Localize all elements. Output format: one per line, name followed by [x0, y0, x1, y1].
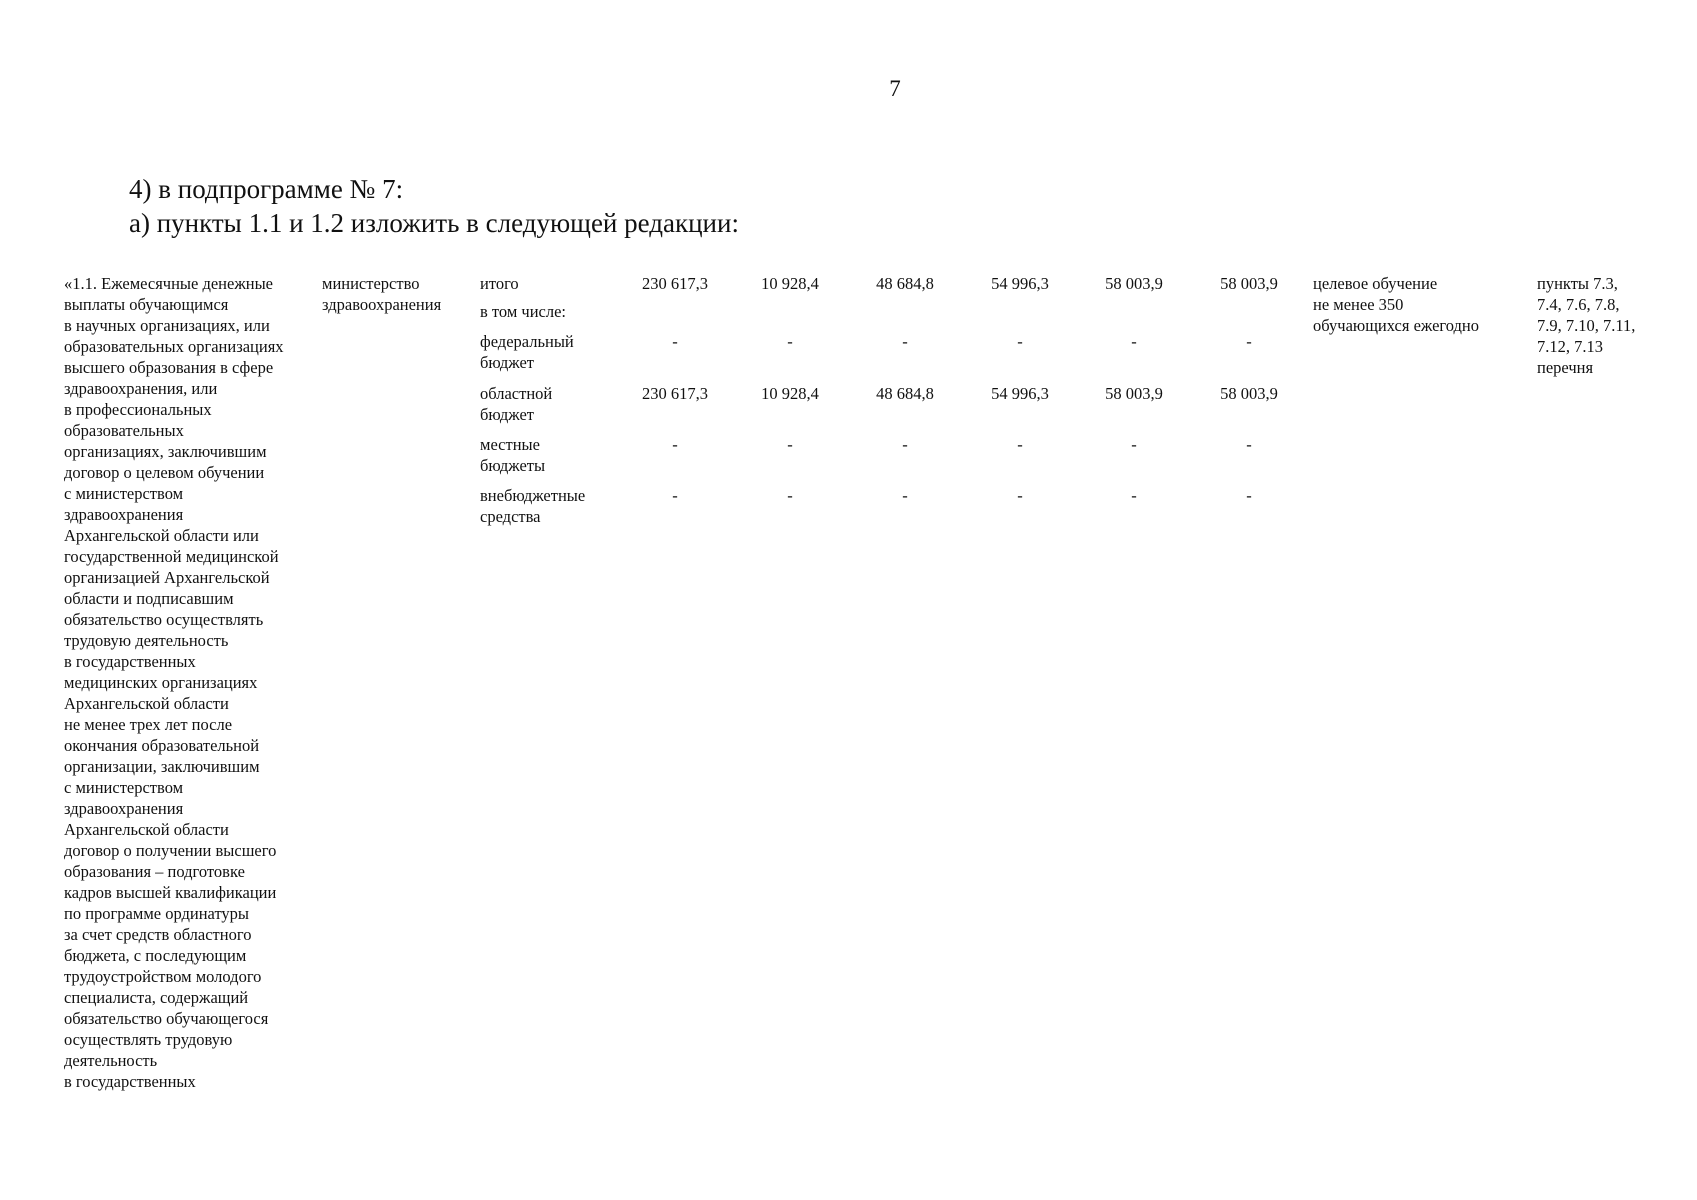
result-cell: целевое обучение не менее 350 обучающихся ежегодно [1313, 274, 1479, 335]
measure-description-cell: «1.1. Ежемесячные денежные выплаты обучающимся в научных организациях, или образовательных организациях высшего образования в сфере здравоохранения, или в профессиональных образовательных организациях, заключившим договор о целевом обучении с министерством здравоохранения Архангельской области или государственной медицинской организацией Архангельской области и подписавшим обязательство осуществлять трудовую деятельность в государственных медицинских организациях Архангельской области не менее трех лет после окончания образовательной организации, заключившим с министерством здравоохранения Архангельской области договор о получении высшего образования – подготовке кадров высшей квалификации по программе ординатуры за счет средств областного бюджета, с последующим трудоустройством молодого специалиста, содержащий обязательство обучающегося осуществлять трудовую деятельность в государственных [64, 274, 284, 1091]
funding-value-cell: 10 928,4 [761, 274, 819, 293]
funding-value-cell: - [672, 332, 678, 351]
funding-value-cell: 58 003,9 [1220, 384, 1278, 403]
funding-source-label: федеральный бюджет [480, 332, 574, 372]
funding-value-cell: - [1017, 486, 1023, 505]
funding-source-label: итого [480, 274, 519, 293]
funding-value-cell: - [902, 486, 908, 505]
funding-value-cell: 58 003,9 [1105, 274, 1163, 293]
funding-value-cell: 230 617,3 [642, 274, 708, 293]
page-number: 7 [889, 76, 901, 101]
funding-value-cell: 10 928,4 [761, 384, 819, 403]
funding-source-label: областной бюджет [480, 384, 553, 424]
funding-value-cell: - [1131, 435, 1137, 454]
funding-value-cell: - [1017, 332, 1023, 351]
funding-value-cell: - [1246, 435, 1252, 454]
funding-value-cell: 58 003,9 [1220, 274, 1278, 293]
funding-value-cell: 48 684,8 [876, 274, 934, 293]
section-subheading: а) пункты 1.1 и 1.2 изложить в следующей редакции: [129, 208, 739, 238]
funding-value-cell: - [1131, 486, 1137, 505]
funding-value-cell: 54 996,3 [991, 384, 1049, 403]
funding-value-cell: 54 996,3 [991, 274, 1049, 293]
funding-value-cell: - [902, 435, 908, 454]
funding-value-cell: - [902, 332, 908, 351]
funding-value-cell: - [1246, 332, 1252, 351]
section-heading: 4) в подпрограмме № 7: [129, 174, 404, 204]
funding-value-cell: - [1246, 486, 1252, 505]
funding-value-cell: - [787, 332, 793, 351]
funding-source-label: местные бюджеты [480, 435, 546, 475]
funding-value-cell: - [672, 486, 678, 505]
funding-value-cell: 230 617,3 [642, 384, 708, 403]
funding-source-label: внебюджетные средства [480, 486, 586, 526]
executor-cell: министерство здравоохранения [322, 274, 442, 314]
funding-value-cell: 58 003,9 [1105, 384, 1163, 403]
funding-value-cell: 48 684,8 [876, 384, 934, 403]
funding-value-cell: - [787, 486, 793, 505]
funding-value-cell: - [672, 435, 678, 454]
funding-value-cell: - [1017, 435, 1023, 454]
funding-value-cell: - [1131, 332, 1137, 351]
funding-value-cell: - [787, 435, 793, 454]
reference-cell: пункты 7.3, 7.4, 7.6, 7.8, 7.9, 7.10, 7.11, 7.12, 7.13 перечня [1537, 274, 1636, 377]
funding-source-label: в том числе: [480, 302, 567, 321]
